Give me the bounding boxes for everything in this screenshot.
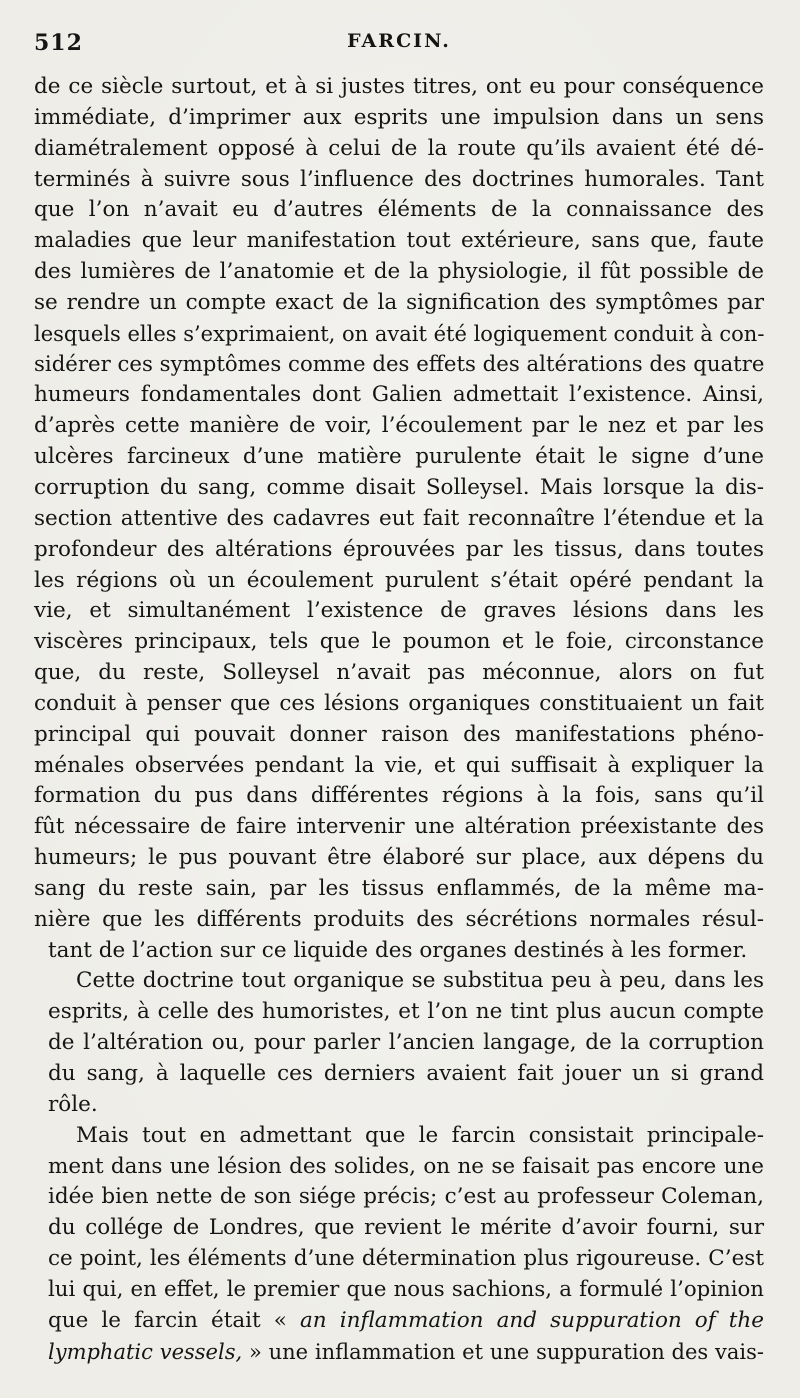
text-line: humeurs; le pus pouvant être élaboré sur place, aux dépens du — [34, 845, 764, 871]
text-line: des lumières de l’anatomie et de la physiologie, il fût possible de — [34, 259, 764, 285]
text-line: lui qui, en effet, le premier que nous sachions, a formulé l’opinion — [48, 1276, 764, 1302]
text-line: sang du reste sain, par les tissus enflammés, de la même ma- — [34, 875, 764, 901]
text-line: du sang, à laquelle ces derniers avaient fait jouer un si grand — [48, 1061, 764, 1086]
paragraph-first-line: Cette doctrine tout organique se substitua peu à peu, dans les — [76, 968, 764, 994]
text-line: section attentive des cadavres eut fait reconnaître l’étendue et la — [34, 505, 764, 531]
paragraph-first-line: Mais tout en admettant que le farcin consistait principale- — [76, 1122, 764, 1148]
text-line: terminés à suivre sous l’influence des doctrines humorales. Tant — [34, 166, 764, 192]
text-line: rôle. — [48, 1091, 98, 1117]
text-line: les régions où un écoulement purulent s’était opéré pendant la — [34, 567, 764, 593]
text-line: humeurs fondamentales dont Galien admettait l’existence. Ainsi, — [34, 382, 764, 408]
text-line-italic-quote — [34, 1306, 764, 1337]
text-line: de l’altération ou, pour parler l’ancien langage, de la corruption — [48, 1030, 764, 1056]
text-line: immédiate, d’imprimer aux esprits une impulsion dans un sens — [34, 104, 764, 130]
body-text — [34, 72, 764, 1367]
text-line: fût nécessaire de faire intervenir une altération préexistante des — [34, 814, 764, 840]
text-line: que l’on n’avait eu d’autres éléments de la connaissance des — [34, 197, 764, 223]
text-line: idée bien nette de son siége précis; c’est au professeur Coleman, — [48, 1184, 764, 1210]
text-line: ce point, les éléments d’une détermination plus rigoureuse. C’est — [48, 1246, 764, 1272]
running-title: FARCIN. — [347, 30, 451, 52]
text-line: nière que les différents produits des sécrétions normales résul- — [34, 906, 764, 932]
line-text: » une inflammation et une suppuration des vais- — [242, 1339, 764, 1364]
page-header — [34, 30, 764, 62]
text-line: ment dans une lésion des solides, on ne se faisait pas encore une — [48, 1153, 764, 1179]
text-line: viscères principaux, tels que le poumon et le foie, circonstance — [34, 629, 764, 655]
text-line-italic-quote — [34, 1337, 764, 1368]
text-line: tant de l’action sur ce liquide des organes destinés à les former. — [48, 937, 748, 963]
page-number: 512 — [34, 30, 83, 56]
text-line: du collége de Londres, que revient le mérite d’avoir fourni, sur — [48, 1215, 764, 1241]
text-line: d’après cette manière de voir, l’écoulement par le nez et par les — [34, 413, 764, 439]
text-line: que, du reste, Solleysel n’avait pas méconnue, alors on fut — [34, 660, 764, 686]
text-line: vie, et simultanément l’existence de graves lésions dans les — [34, 598, 764, 624]
text-line: de ce siècle surtout, et à si justes titres, ont eu pour conséquence — [34, 74, 764, 99]
text-line: profondeur des altérations éprouvées par les tissus, dans toutes — [34, 536, 764, 562]
text-line: principal qui pouvait donner raison des manifestations phéno- — [34, 721, 764, 747]
text-line: sidérer ces symptômes comme des effets des altérations des quatre — [34, 351, 765, 377]
text-line: corruption du sang, comme disait Solleysel. Mais lorsque la dis- — [34, 474, 764, 500]
text-line: diamétralement opposé à celui de la route qu’ils avaient été dé- — [34, 135, 764, 161]
text-line: se rendre un compte exact de la signification des symptômes par — [34, 289, 764, 315]
text-line: lesquels elles s’exprimaient, on avait été logiquement conduit à con- — [34, 321, 765, 346]
text-line: esprits, à celle des humoristes, et l’on ne tint plus aucun compte — [48, 999, 764, 1025]
text-line: conduit à penser que ces lésions organiques constituaient un fait — [34, 690, 764, 716]
text-line: maladies que leur manifestation tout extérieure, sans que, faute — [34, 228, 764, 254]
english-quote: lymphatic vessels, — [48, 1339, 243, 1364]
english-quote: an inflammation and suppuration of the — [299, 1307, 764, 1333]
line-text: que le farcin était « — [48, 1307, 300, 1333]
text-line: ménales observées pendant la vie, et qui suffisait à expliquer la — [34, 752, 764, 778]
text-line: ulcères farcineux d’une matière purulente était le signe d’une — [34, 444, 764, 470]
text-line: formation du pus dans différentes régions à la fois, sans qu’il — [34, 783, 764, 809]
